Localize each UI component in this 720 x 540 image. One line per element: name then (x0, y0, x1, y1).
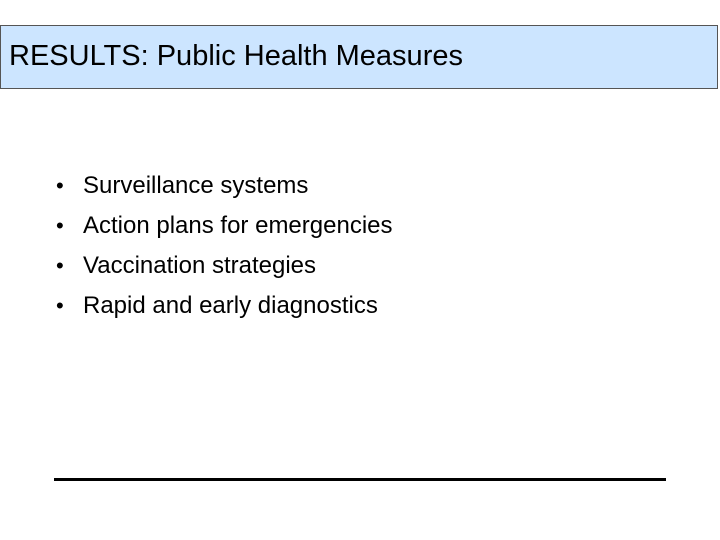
bullet-text: Vaccination strategies (83, 252, 317, 279)
bullet-text: Surveillance systems (83, 172, 309, 199)
bullet-item (56, 206, 393, 246)
bullet-text: Action plans for emergencies (83, 212, 393, 239)
bullet-text: Rapid and early diagnostics (83, 292, 378, 319)
slide-title: RESULTS: Public Health Measures (9, 39, 463, 72)
bullet-item (56, 166, 393, 206)
bullet-item (56, 246, 393, 286)
bullet-dot-icon: • (56, 253, 64, 278)
slide-title-bar (0, 25, 718, 89)
bullet-item (56, 286, 393, 326)
bullet-list (56, 166, 393, 326)
bullet-dot-icon: • (56, 293, 64, 318)
bullet-dot-icon: • (56, 213, 64, 238)
horizontal-divider (54, 478, 666, 481)
bullet-dot-icon: • (56, 173, 64, 198)
